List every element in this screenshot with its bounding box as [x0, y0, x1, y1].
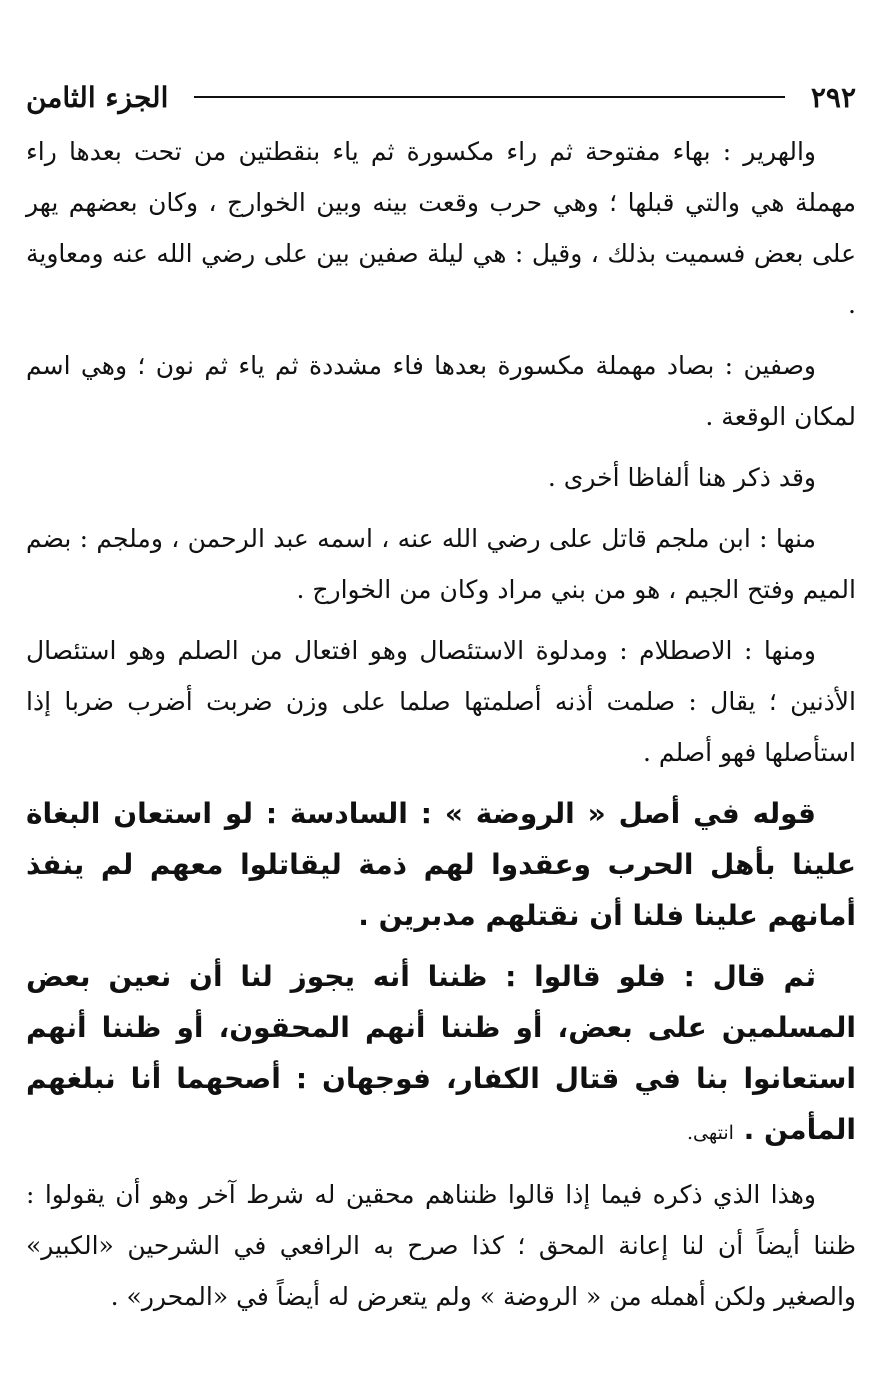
- book-page: [26, 70, 856, 1332]
- page-number: ٢٩٢: [810, 80, 856, 114]
- paragraph-closing: وهذا الذي ذكره فيما إذا قالوا ظنناهم محقين له شرط آخر وهو أن يقولوا : ظننا أيضاً أن لنا إعانة المحق ؛ كذا صرح به الرافعي في الشرحين «الكبير» والصغير ولكن أهمله من « الروضة » ولم يتعرض له أيضاً في «المحرر» .: [26, 1180, 856, 1311]
- quote-then-said-text: ثم قال : فلو قالوا : ظننا أنه يجوز لنا أن نعين بعض المسلمين على بعض، أو ظننا أنهم المحقون، أو ظننا أنهم استعانوا بنا في قتال الكفار، فوجهان : أصحهما أنا نبلغهم المأمن .: [26, 960, 856, 1146]
- quote-end-note: انتهى.: [686, 1122, 734, 1144]
- paragraph-istilam: ومنها : الاصطلام : ومدلوة الاستئصال وهو افتعال من الصلم وهو استئصال الأذنين ؛ يقال : صلمت أذنه أصلمتها صلما على وزن ضربت أضرب ضربا إذا استأصلها فهو أصلم .: [26, 636, 856, 767]
- header-rule: [194, 96, 785, 98]
- quote-then-said: [26, 951, 856, 1159]
- paragraph-ibn-muljam: منها : ابن ملجم قاتل على رضي الله عنه ، اسمه عبد الرحمن ، وملجم : بضم الميم وفتح الجيم ، هو من بني مراد وكان من الخوارج .: [26, 524, 856, 604]
- running-title: الجزء الثامن: [26, 80, 169, 114]
- quote-rawda-sixth: قوله في أصل « الروضة » : السادسة : لو استعان البغاة علينا بأهل الحرب وعقدوا لهم ذمة ليقاتلوا معهم لم ينفذ أمانهم علينا فلنا أن نقتلهم مدبرين .: [26, 797, 856, 932]
- paragraph-other-words: وقد ذكر هنا ألفاظا أخرى .: [547, 463, 816, 492]
- paragraph-harir: والهرير : بهاء مفتوحة ثم راء مكسورة ثم ياء بنقطتين من تحت بعدها راء مهملة هي والتي قبلها ؛ وهي حرب وقعت بينه وبين الخوارج ، وكان بعضهم يهر على بعض فسميت بذلك ، وقيل : هي ليلة صفين بين على رضي الله عنه ومعاوية .: [26, 137, 856, 319]
- paragraph-siffin: وصفين : بصاد مهملة مكسورة بعدها فاء مشددة ثم ياء ثم نون ؛ وهي اسم لمكان الوقعة .: [26, 351, 856, 431]
- page-header: [26, 70, 856, 124]
